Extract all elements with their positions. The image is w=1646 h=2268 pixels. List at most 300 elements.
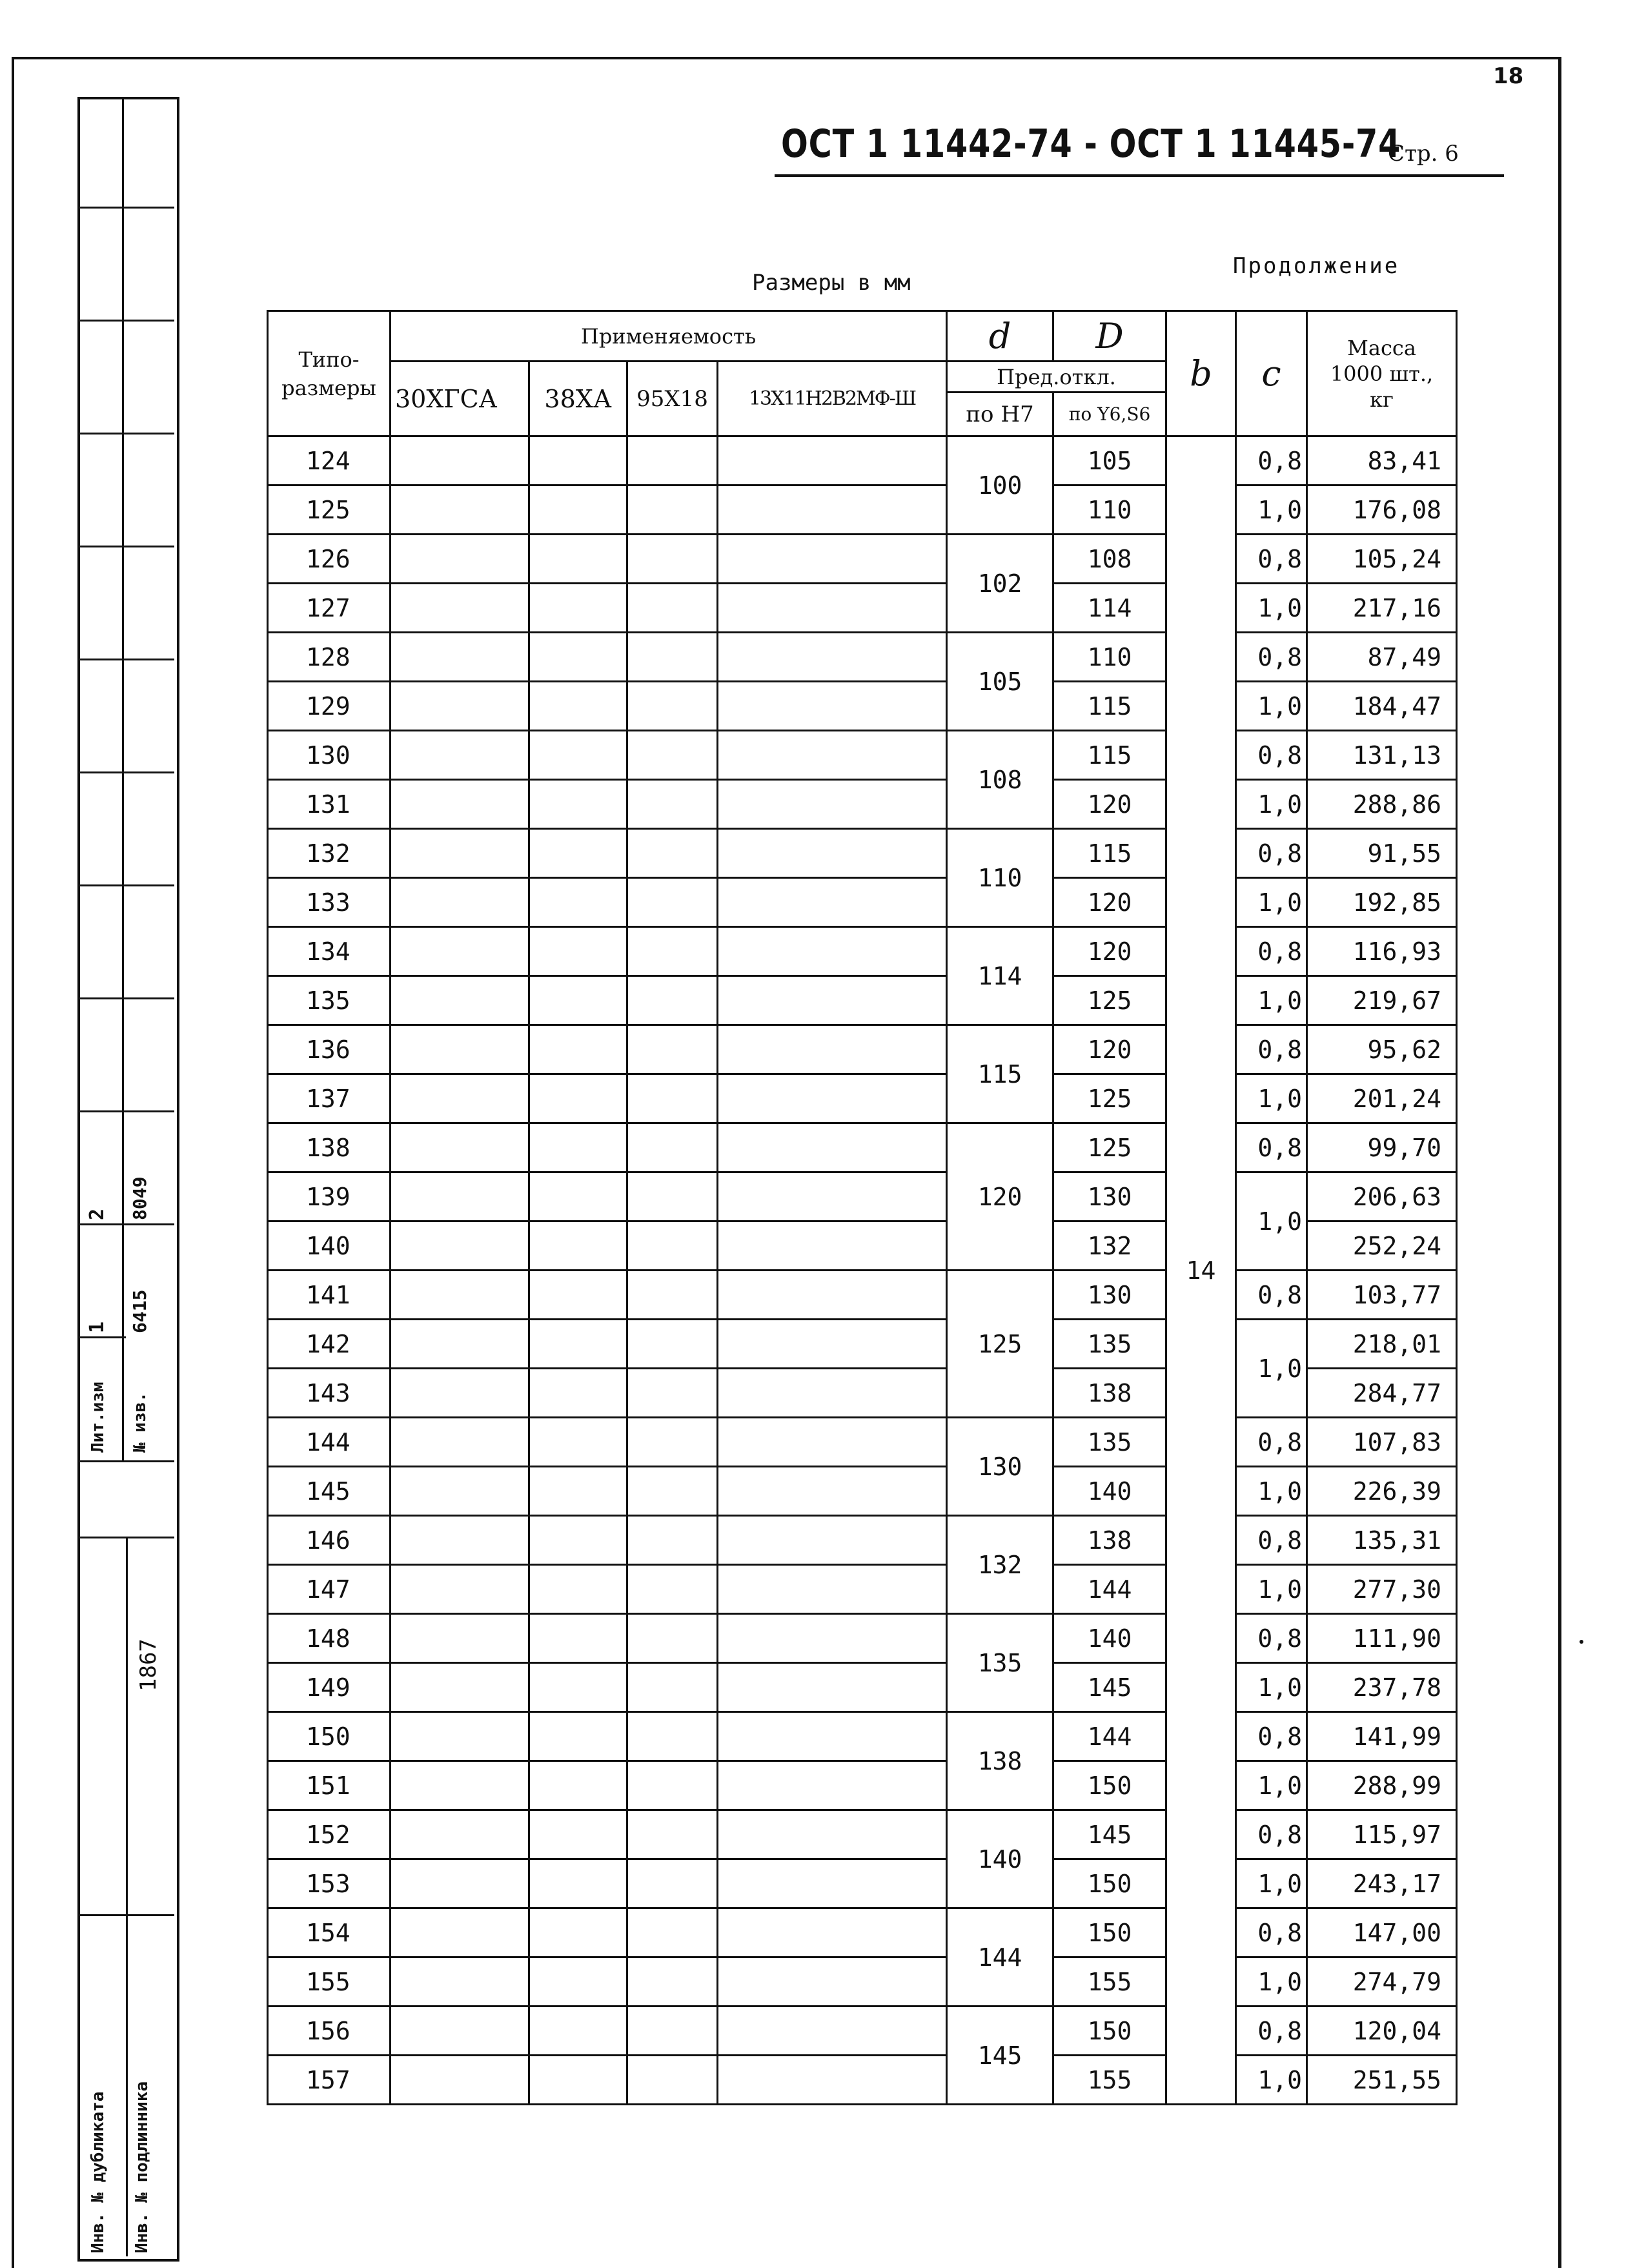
cell-d: 145 [947,2007,1053,2105]
cell-material-1 [391,1565,529,1614]
cell-material-1 [391,535,529,584]
cell-D: 110 [1053,633,1166,682]
cell-material-2 [529,780,627,829]
cell-material-4 [718,1123,947,1172]
cell-material-1 [391,1320,529,1369]
cell-D: 138 [1053,1369,1166,1418]
cell-material-2 [529,1172,627,1221]
cell-material-4 [718,1810,947,1859]
cell-tipo-razmer: 134 [268,927,391,976]
cell-c: 0,8 [1236,731,1307,780]
cell-material-4 [718,2056,947,2105]
cell-material-4 [718,1418,947,1467]
cell-tipo-razmer: 150 [268,1712,391,1761]
cell-D: 150 [1053,1859,1166,1908]
cell-D: 132 [1053,1221,1166,1271]
table-row [268,1320,1457,1369]
cell-c: 0,8 [1236,1025,1307,1074]
cell-tipo-razmer: 155 [268,1957,391,2007]
cell-c: 1,0 [1236,1663,1307,1712]
cell-mass: 95,62 [1307,1025,1457,1074]
cell-D: 115 [1053,829,1166,878]
cell-d: 120 [947,1123,1053,1271]
cell-material-1 [391,1172,529,1221]
cell-mass: 176,08 [1307,485,1457,535]
col-mass: Масса 1000 шт., кг [1307,311,1457,436]
dimensions-table [267,310,1458,2105]
cell-c: 1,0 [1236,682,1307,731]
cell-c: 0,8 [1236,1516,1307,1565]
cell-material-2 [529,1810,627,1859]
cell-tipo-razmer: 154 [268,1908,391,1957]
cell-tipo-razmer: 142 [268,1320,391,1369]
table-row [268,633,1457,682]
cell-c: 0,8 [1236,1614,1307,1663]
cell-material-3 [627,584,718,633]
cell-material-2 [529,1418,627,1467]
cell-material-4 [718,682,947,731]
cell-tipo-razmer: 126 [268,535,391,584]
cell-D: 140 [1053,1614,1166,1663]
cell-tipo-razmer: 140 [268,1221,391,1271]
cell-material-4 [718,535,947,584]
cell-material-3 [627,1516,718,1565]
n-izv-label: № изв. [130,1392,150,1453]
cell-tipo-razmer: 152 [268,1810,391,1859]
cell-material-1 [391,1761,529,1810]
col-mat-13x11: 13Х11Н2В2МФ-Ш [718,362,947,436]
cell-material-4 [718,927,947,976]
table-row [268,1172,1457,1221]
cell-material-3 [627,1369,718,1418]
cell-material-3 [627,1467,718,1516]
cell-mass: 274,79 [1307,1957,1457,2007]
cell-material-1 [391,1859,529,1908]
cell-material-1 [391,633,529,682]
table-row [268,1663,1457,1712]
cell-material-1 [391,1467,529,1516]
inv-dublikata-label: Инв. № дубликата [88,2091,108,2253]
cell-c: 1,0 [1236,1320,1307,1418]
table-row [268,485,1457,535]
cell-c: 0,8 [1236,927,1307,976]
table-row [268,927,1457,976]
cell-material-2 [529,485,627,535]
cell-material-4 [718,1025,947,1074]
table-row [268,1761,1457,1810]
cell-D: 125 [1053,1123,1166,1172]
cell-D: 130 [1053,1271,1166,1320]
cell-material-1 [391,780,529,829]
cell-mass: 219,67 [1307,976,1457,1025]
cell-c: 0,8 [1236,829,1307,878]
table-row [268,1516,1457,1565]
cell-mass: 91,55 [1307,829,1457,878]
cell-c: 1,0 [1236,485,1307,535]
col-primenyaemost: Применяемость [391,311,947,362]
cell-tipo-razmer: 138 [268,1123,391,1172]
cell-material-3 [627,1614,718,1663]
cell-c: 1,0 [1236,1074,1307,1123]
stub-divider [122,97,124,1460]
cell-tipo-razmer: 141 [268,1271,391,1320]
cell-material-1 [391,976,529,1025]
cell-tipo-razmer: 131 [268,780,391,829]
cell-material-2 [529,1663,627,1712]
revision-stub [77,97,179,2262]
cell-material-3 [627,829,718,878]
cell-tipo-razmer: 124 [268,436,391,485]
cell-tipo-razmer: 139 [268,1172,391,1221]
cell-material-1 [391,1221,529,1271]
cell-material-4 [718,633,947,682]
cell-material-3 [627,878,718,927]
lit-izm-label: Лит.изм [88,1382,108,1453]
cell-mass: 252,24 [1307,1221,1457,1271]
cell-tipo-razmer: 156 [268,2007,391,2056]
cell-mass: 103,77 [1307,1271,1457,1320]
cell-material-2 [529,535,627,584]
rev1-label: 1 [86,1321,108,1333]
cell-d: 102 [947,535,1053,633]
cell-d: 130 [947,1418,1053,1516]
cell-material-4 [718,1761,947,1810]
cell-material-3 [627,485,718,535]
cell-material-3 [627,1418,718,1467]
cell-material-4 [718,1908,947,1957]
cell-tipo-razmer: 130 [268,731,391,780]
cell-mass: 243,17 [1307,1859,1457,1908]
cell-material-2 [529,1123,627,1172]
cell-tipo-razmer: 143 [268,1369,391,1418]
cell-material-1 [391,436,529,485]
table-row [268,1859,1457,1908]
cell-c: 0,8 [1236,1271,1307,1320]
cell-material-3 [627,2056,718,2105]
cell-material-1 [391,1123,529,1172]
cell-material-4 [718,1516,947,1565]
cell-material-2 [529,1712,627,1761]
cell-material-2 [529,1957,627,2007]
cell-material-4 [718,780,947,829]
cell-mass: 218,01 [1307,1320,1457,1369]
cell-mass: 277,30 [1307,1565,1457,1614]
table-row [268,682,1457,731]
cell-material-2 [529,436,627,485]
cell-mass: 99,70 [1307,1123,1457,1172]
cell-mass: 251,55 [1307,2056,1457,2105]
cell-d: 125 [947,1271,1053,1418]
cell-d: 105 [947,633,1053,731]
cell-material-3 [627,976,718,1025]
cell-tipo-razmer: 145 [268,1467,391,1516]
cell-material-4 [718,1467,947,1516]
col-c: c [1236,311,1307,436]
cell-D: 155 [1053,2056,1166,2105]
cell-mass: 147,00 [1307,1908,1457,1957]
cell-material-2 [529,1221,627,1271]
cell-c: 1,0 [1236,1467,1307,1516]
cell-material-3 [627,682,718,731]
cell-material-3 [627,1320,718,1369]
cell-mass: 288,86 [1307,780,1457,829]
cell-D: 145 [1053,1810,1166,1859]
stray-mark [1580,1640,1583,1644]
cell-material-3 [627,1271,718,1320]
cell-material-3 [627,1810,718,1859]
cell-material-4 [718,878,947,927]
table-row [268,535,1457,584]
cell-c: 1,0 [1236,1172,1307,1271]
cell-D: 150 [1053,1908,1166,1957]
cell-material-4 [718,1221,947,1271]
cell-material-4 [718,976,947,1025]
cell-material-1 [391,1074,529,1123]
table-row [268,2007,1457,2056]
cell-material-1 [391,1810,529,1859]
cell-mass: 284,77 [1307,1369,1457,1418]
cell-mass: 141,99 [1307,1712,1457,1761]
cell-material-1 [391,1614,529,1663]
cell-D: 130 [1053,1172,1166,1221]
table-row [268,780,1457,829]
cell-c: 0,8 [1236,1418,1307,1467]
cell-material-4 [718,1712,947,1761]
cell-tipo-razmer: 147 [268,1565,391,1614]
cell-D: 144 [1053,1565,1166,1614]
cell-material-2 [529,1320,627,1369]
continuation-label: Продолжение [1233,253,1400,279]
table-row [268,1957,1457,2007]
cell-mass: 217,16 [1307,584,1457,633]
cell-mass: 192,85 [1307,878,1457,927]
cell-tipo-razmer: 148 [268,1614,391,1663]
cell-tipo-razmer: 133 [268,878,391,927]
cell-d: 115 [947,1025,1053,1123]
cell-D: 120 [1053,780,1166,829]
cell-c: 0,8 [1236,1123,1307,1172]
cell-material-3 [627,633,718,682]
cell-material-1 [391,1908,529,1957]
cell-mass: 131,13 [1307,731,1457,780]
cell-material-4 [718,1320,947,1369]
cell-D: 140 [1053,1467,1166,1516]
cell-tipo-razmer: 144 [268,1418,391,1467]
cell-material-3 [627,927,718,976]
cell-material-4 [718,1369,947,1418]
col-d: d [947,311,1053,362]
cell-c: 1,0 [1236,976,1307,1025]
cell-material-4 [718,2007,947,2056]
cell-material-3 [627,1761,718,1810]
table-row [268,1467,1457,1516]
cell-material-2 [529,1074,627,1123]
cell-d: 114 [947,927,1053,1025]
cell-material-2 [529,1467,627,1516]
cell-material-2 [529,1859,627,1908]
cell-D: 120 [1053,927,1166,976]
cell-tipo-razmer: 129 [268,682,391,731]
table-row [268,1418,1457,1467]
cell-D: 135 [1053,1418,1166,1467]
cell-D: 115 [1053,682,1166,731]
cell-D: 145 [1053,1663,1166,1712]
table-row [268,1810,1457,1859]
table-row [268,1025,1457,1074]
cell-material-3 [627,1712,718,1761]
cell-D: 144 [1053,1712,1166,1761]
cell-D: 108 [1053,535,1166,584]
cell-tipo-razmer: 151 [268,1761,391,1810]
cell-mass: 184,47 [1307,682,1457,731]
table-row [268,731,1457,780]
table-row [268,584,1457,633]
cell-tipo-razmer: 146 [268,1516,391,1565]
cell-c: 0,8 [1236,1810,1307,1859]
cell-material-3 [627,1025,718,1074]
cell-material-4 [718,436,947,485]
col-d-tolerance: по Н7 [947,393,1053,436]
cell-material-2 [529,1614,627,1663]
page-number: 18 [1493,63,1524,89]
table-row [268,878,1457,927]
cell-material-3 [627,2007,718,2056]
col-mat-38xa: 38ХА [529,362,627,436]
cell-material-2 [529,1516,627,1565]
cell-material-3 [627,731,718,780]
cell-d: 110 [947,829,1053,927]
cell-D: 155 [1053,1957,1166,2007]
cell-d: 108 [947,731,1053,829]
cell-material-1 [391,1957,529,2007]
cell-material-1 [391,1025,529,1074]
cell-D: 120 [1053,878,1166,927]
stub-divider-lower [126,1537,128,2256]
cell-tipo-razmer: 157 [268,2056,391,2105]
cell-D: 105 [1053,436,1166,485]
cell-material-2 [529,829,627,878]
cell-tipo-razmer: 137 [268,1074,391,1123]
cell-material-1 [391,927,529,976]
cell-c: 0,8 [1236,1908,1307,1957]
cell-c: 1,0 [1236,1761,1307,1810]
cell-tipo-razmer: 132 [268,829,391,878]
cell-material-2 [529,1565,627,1614]
cell-material-3 [627,1908,718,1957]
cell-D: 114 [1053,584,1166,633]
cell-material-3 [627,1957,718,2007]
cell-tipo-razmer: 125 [268,485,391,535]
cell-material-4 [718,829,947,878]
cell-material-4 [718,1859,947,1908]
rev2-doc: 8049 [129,1176,150,1220]
table-row [268,829,1457,878]
col-b: b [1166,311,1236,436]
cell-material-4 [718,731,947,780]
cell-tipo-razmer: 153 [268,1859,391,1908]
cell-mass: 135,31 [1307,1516,1457,1565]
cell-D: 120 [1053,1025,1166,1074]
cell-material-3 [627,1565,718,1614]
cell-material-1 [391,1663,529,1712]
cell-D: 135 [1053,1320,1166,1369]
cell-material-3 [627,780,718,829]
table-row [268,1123,1457,1172]
col-pred-otkl: Пред.откл. [947,362,1166,393]
cell-material-3 [627,1859,718,1908]
cell-material-3 [627,436,718,485]
cell-d: 100 [947,436,1053,535]
cell-material-4 [718,1565,947,1614]
cell-material-2 [529,1025,627,1074]
cell-mass: 115,97 [1307,1810,1457,1859]
cell-c: 1,0 [1236,1957,1307,2007]
table-row [268,1712,1457,1761]
cell-d: 135 [947,1614,1053,1712]
cell-material-3 [627,1172,718,1221]
cell-material-2 [529,731,627,780]
cell-c: 1,0 [1236,878,1307,927]
cell-d: 144 [947,1908,1053,2007]
cell-mass: 120,04 [1307,2007,1457,2056]
cell-material-4 [718,1957,947,2007]
cell-material-4 [718,1074,947,1123]
rev1-doc: 6415 [129,1289,150,1333]
cell-mass: 116,93 [1307,927,1457,976]
cell-material-1 [391,485,529,535]
col-D-tolerance: по Y6,S6 [1053,393,1166,436]
title-underline [775,174,1504,177]
cell-mass: 237,78 [1307,1663,1457,1712]
cell-mass: 87,49 [1307,633,1457,682]
cell-material-4 [718,1614,947,1663]
cell-D: 115 [1053,731,1166,780]
cell-tipo-razmer: 135 [268,976,391,1025]
inv-number: 1867 [136,1639,161,1691]
table-row [268,1614,1457,1663]
col-D: D [1053,311,1166,362]
cell-D: 150 [1053,2007,1166,2056]
cell-material-1 [391,1271,529,1320]
cell-b: 14 [1166,436,1236,2105]
cell-c: 0,8 [1236,2007,1307,2056]
cell-material-3 [627,1663,718,1712]
page-label: Стр. 6 [1388,141,1459,167]
cell-material-2 [529,1369,627,1418]
cell-material-1 [391,1418,529,1467]
cell-D: 150 [1053,1761,1166,1810]
cell-material-4 [718,1271,947,1320]
inv-podlinnika-label: Инв. № подлинника [132,2081,152,2253]
cell-mass: 83,41 [1307,436,1457,485]
cell-material-1 [391,682,529,731]
cell-D: 110 [1053,485,1166,535]
cell-tipo-razmer: 128 [268,633,391,682]
cell-c: 1,0 [1236,1565,1307,1614]
cell-material-3 [627,535,718,584]
cell-material-2 [529,927,627,976]
cell-material-4 [718,584,947,633]
cell-D: 125 [1053,976,1166,1025]
cell-c: 1,0 [1236,2056,1307,2105]
table-row [268,436,1457,485]
cell-material-1 [391,829,529,878]
cell-material-3 [627,1074,718,1123]
cell-c: 0,8 [1236,535,1307,584]
cell-material-2 [529,2007,627,2056]
cell-material-2 [529,1271,627,1320]
cell-mass: 107,83 [1307,1418,1457,1467]
